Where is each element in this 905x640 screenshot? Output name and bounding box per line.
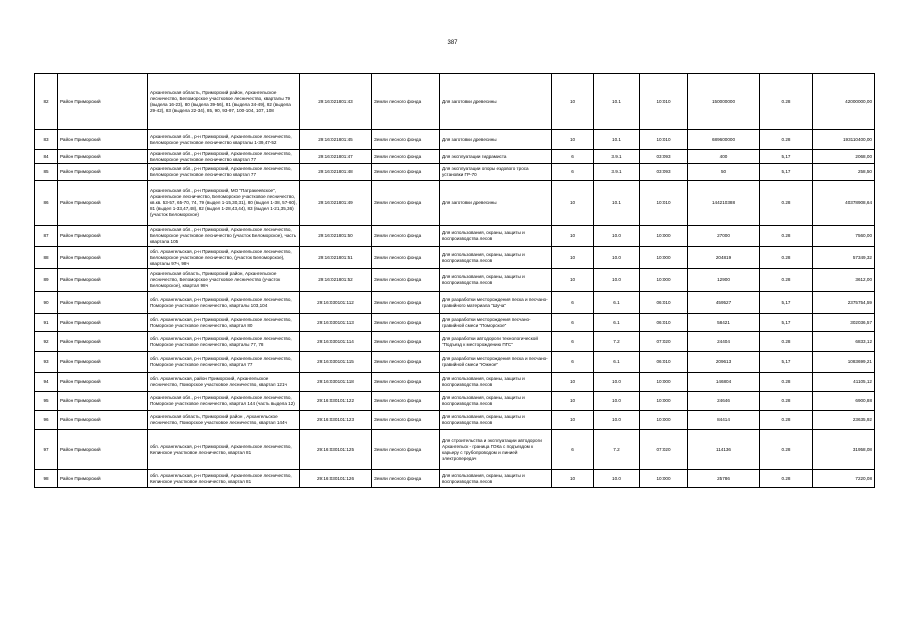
cadastral-value-cell: 57349,32 [813,247,875,269]
cadastral-number-cell: 29:16:030101:118 [300,373,372,392]
code-type-cell: 10.0 [594,269,640,292]
permitted-use-cell: Для заготовки древесины [440,74,552,130]
code-group-cell: 10 [552,373,594,392]
code-cell: 10:000 [640,470,688,488]
permitted-use-cell: Для использования, охраны, защиты и воспроизводства лесов [440,226,552,247]
rate-cell: 0.28 [760,181,813,226]
code-group-cell: 6 [552,150,594,164]
district-cell: Район Приморский [58,352,148,373]
area-cell: 25786 [688,470,760,488]
cadastral-number-cell: 29:16:030101:112 [300,292,372,314]
permitted-use-cell: Для разработки месторождения песчано-гравийной смеси "Поморское" [440,314,552,332]
area-cell: 209613 [688,352,760,373]
area-cell: 400 [688,150,760,164]
area-cell: 27000 [688,226,760,247]
location-cell: обл. Архангельская, р-н Приморский, Архангельское лесничество, Поморское участковое лесничество, кварталы 103,104 [148,292,300,314]
land-category-cell: Земли лесного фонда [372,373,440,392]
code-group-cell: 10 [552,411,594,430]
code-type-cell: 10.0 [594,247,640,269]
area-cell: 459527 [688,292,760,314]
cadastral-value-cell: 6833,12 [813,332,875,352]
cadastral-number-cell: 29:16:021801:50 [300,226,372,247]
code-group-cell: 10 [552,470,594,488]
code-group-cell: 10 [552,130,594,150]
code-cell: 03:093 [640,164,688,181]
district-cell: Район Приморский [58,226,148,247]
permitted-use-cell: Для использования, охраны, защиты и воспроизводства лесов [440,247,552,269]
table-row [35,164,875,181]
row-number: 84 [35,150,58,164]
location-cell: Архангельская обл., р-н Приморский, Архангельское лесничество, Беломорское участковое лесничество кварталы 1-39,47-52 [148,130,300,150]
row-number: 95 [35,392,58,411]
row-number: 94 [35,373,58,392]
district-cell: Район Приморский [58,247,148,269]
code-group-cell: 10 [552,181,594,226]
cadastral-number-cell: 29:16:021801:47 [300,150,372,164]
location-cell: обл. Архангельская, р-н Приморский, Архангельское лесничество, Кепинское участковое лесничество, квартал 81 [148,470,300,488]
cadastral-value-cell: 258,50 [813,164,875,181]
area-cell: 204819 [688,247,760,269]
code-cell: 10:000 [640,411,688,430]
rate-cell: 0.28 [760,332,813,352]
code-type-cell: 10.0 [594,470,640,488]
district-cell: Район Приморский [58,269,148,292]
district-cell: Район Приморский [58,314,148,332]
district-cell: Район Приморский [58,74,148,130]
permitted-use-cell: Для использования, охраны, защиты и воспроизводства лесов [440,373,552,392]
table-row [35,226,875,247]
permitted-use-cell: Для использования, охраны, защиты и воспроизводства лесов [440,392,552,411]
district-cell: Район Приморский [58,150,148,164]
table-row [35,130,875,150]
cadastral-value-cell: 193110400,00 [813,130,875,150]
area-cell: 24404 [688,332,760,352]
cadastral-number-cell: 29:16:021801:52 [300,269,372,292]
code-type-cell: 10.1 [594,130,640,150]
table-row [35,269,875,292]
permitted-use-cell: Для использования, охраны, защиты и воспроизводства лесов [440,470,552,488]
district-cell: Район Приморский [58,130,148,150]
land-plots-table [34,73,875,488]
area-cell: 58421 [688,314,760,332]
land-category-cell: Земли лесного фонда [372,430,440,470]
land-category-cell: Земли лесного фонда [372,269,440,292]
row-number: 91 [35,314,58,332]
code-type-cell: 3.9.1 [594,164,640,181]
cadastral-value-cell: 3612,00 [813,269,875,292]
code-cell: 06:010 [640,352,688,373]
permitted-use-cell: Для разработки автодороги технологической "Подъезд к месторождению ПГС" [440,332,552,352]
code-cell: 10:010 [640,181,688,226]
row-number: 97 [35,430,58,470]
code-type-cell: 10.0 [594,373,640,392]
area-cell: 24646 [688,392,760,411]
table-row [35,430,875,470]
permitted-use-cell: Для разработки месторождения песка и песчано-гравийной смеси "Южное" [440,352,552,373]
permitted-use-cell: Для разработки месторождения песка и песчано-гравийного материала "Шуча" [440,292,552,314]
district-cell: Район Приморский [58,164,148,181]
code-cell: 10:010 [640,74,688,130]
land-category-cell: Земли лесного фонда [372,226,440,247]
area-cell: 689600000 [688,130,760,150]
code-cell: 03:093 [640,150,688,164]
cadastral-number-cell: 29:16:021801:51 [300,247,372,269]
district-cell: Район Приморский [58,430,148,470]
cadastral-number-cell: 29:16:030101:113 [300,314,372,332]
cadastral-number-cell: 29:16:030101:122 [300,392,372,411]
code-type-cell: 3.9.1 [594,150,640,164]
rate-cell: 0.28 [760,130,813,150]
location-cell: Архангельская обл., р-н Приморский, Архангельское лесничество, Беломорское участковое лесничество квартал 77 [148,164,300,181]
cadastral-number-cell: 29:16:021801:43 [300,74,372,130]
cadastral-value-cell: 2068,00 [813,150,875,164]
table-row [35,181,875,226]
table-row [35,470,875,488]
permitted-use-cell: Для заготовки древесины [440,130,552,150]
district-cell: Район Приморский [58,392,148,411]
row-number: 83 [35,130,58,150]
row-number: 85 [35,164,58,181]
table-row [35,74,875,130]
row-number: 90 [35,292,58,314]
table-row [35,150,875,164]
land-category-cell: Земли лесного фонда [372,470,440,488]
table-row [35,314,875,332]
location-cell: Архангельская область, Приморский район, Архангельское лесничество, Беломорское участковое лесничество (участок Беломорское), квартал 98ч [148,269,300,292]
code-type-cell: 6.1 [594,314,640,332]
rate-cell: 0.28 [760,247,813,269]
row-number: 82 [35,74,58,130]
page-number: 387 [447,40,458,46]
table-row [35,392,875,411]
code-group-cell: 10 [552,247,594,269]
location-cell: обл. Архангельская, р-н Приморский, Архангельское лесничество, Поморское участковое лесничество, квартал 80 [148,314,300,332]
cadastral-number-cell: 29:16:021801:48 [300,164,372,181]
area-cell: 12900 [688,269,760,292]
table-row [35,247,875,269]
district-cell: Район Приморский [58,332,148,352]
rate-cell: 0.28 [760,269,813,292]
cadastral-value-cell: 41105,12 [813,373,875,392]
cadastral-number-cell: 29:16:030101:125 [300,430,372,470]
rate-cell: 5,17 [760,164,813,181]
district-cell: Район Приморский [58,373,148,392]
row-number: 88 [35,247,58,269]
row-number: 92 [35,332,58,352]
rate-cell: 0.28 [760,74,813,130]
location-cell: обл. Архангельская, район Приморский, Архангельское лесничество, Поморское участковое лесничество, квартал 121ч [148,373,300,392]
area-cell: 84414 [688,411,760,430]
land-category-cell: Земли лесного фонда [372,247,440,269]
code-cell: 10:010 [640,130,688,150]
land-category-cell: Земли лесного фонда [372,74,440,130]
table-row [35,292,875,314]
rate-cell: 5,17 [760,352,813,373]
permitted-use-cell: Для использования, охраны, защиты и воспроизводства лесов [440,269,552,292]
permitted-use-cell: Для эксплуатации гидрамиста [440,150,552,164]
code-cell: 10:000 [640,247,688,269]
code-type-cell: 7.2 [594,332,640,352]
land-category-cell: Земли лесного фонда [372,392,440,411]
permitted-use-cell: Для заготовки древесины [440,181,552,226]
cadastral-number-cell: 29:16:021801:45 [300,130,372,150]
cadastral-value-cell: 302036,57 [813,314,875,332]
rate-cell: 5,17 [760,314,813,332]
cadastral-number-cell: 29:16:030101:114 [300,332,372,352]
rate-cell: 0.28 [760,411,813,430]
table-row [35,373,875,392]
code-group-cell: 6 [552,292,594,314]
location-cell: обл. Архангельская, р-н Приморский, Архангельское лесничество, Кепинское участковое лесничество, квартал 81 [148,430,300,470]
code-type-cell: 10.0 [594,392,640,411]
code-cell: 10:000 [640,392,688,411]
code-cell: 06:010 [640,314,688,332]
area-cell: 150000000 [688,74,760,130]
area-cell: 146804 [688,373,760,392]
rate-cell: 0.28 [760,470,813,488]
row-number: 96 [35,411,58,430]
land-category-cell: Земли лесного фонда [372,150,440,164]
location-cell: Архангельская обл., р-н Приморский, Архангельское лесничество, Поморское участковое лесничество, квартал 144 (часть выдела 12) [148,392,300,411]
location-cell: Архангельская область, Приморский район, Архангельское лесничество, Беломорское участковое лесничество, кварталы 79 (выдела 16-23), 80 (выдела 39-56), 81 (выдела 34-49), 82 (выдела 29-42), 83 (выдела 22-34), 85, 90, 93-97, 100-104, 107, 108 [148,74,300,130]
code-type-cell: 10.0 [594,411,640,430]
land-category-cell: Земли лесного фонда [372,411,440,430]
cadastral-number-cell: 29:16:030101:115 [300,352,372,373]
location-cell: обл. Архангельская, р-н Приморский, Архангельское лесничество, Поморское участковое лесничество, кварталы 77, 78 [148,332,300,352]
code-group-cell: 10 [552,392,594,411]
cadastral-number-cell: 29:16:030101:126 [300,470,372,488]
cadastral-value-cell: 2375754,59 [813,292,875,314]
rate-cell: 0.28 [760,430,813,470]
row-number: 86 [35,181,58,226]
location-cell: Архангельская обл., р-н Приморский, Архангельское лесничество, Беломорское участковое лесничество квартал 77 [148,150,300,164]
permitted-use-cell: Для использования, охраны, защиты и воспроизводства лесов [440,411,552,430]
area-cell: 144210388 [688,181,760,226]
cadastral-value-cell: 1083699,21 [813,352,875,373]
row-number: 87 [35,226,58,247]
location-cell: Архангельская область, Приморский район , Архангельское лесничество, Поморское участковое лесничество, квартал 144ч [148,411,300,430]
rate-cell: 0.28 [760,226,813,247]
land-category-cell: Земли лесного фонда [372,181,440,226]
rate-cell: 0.28 [760,392,813,411]
cadastral-value-cell: 42000000,00 [813,74,875,130]
cadastral-number-cell: 29:16:021801:49 [300,181,372,226]
table-row [35,411,875,430]
district-cell: Район Приморский [58,181,148,226]
code-cell: 07:020 [640,430,688,470]
location-cell: обл. Архангельская, р-н Приморский, Архангельское лесничество, Беломорское участковое лесничество, (участок Беломорское), кварталы 97ч, 98ч [148,247,300,269]
rate-cell: 0.28 [760,373,813,392]
code-type-cell: 6.1 [594,352,640,373]
code-type-cell: 7.2 [594,430,640,470]
code-type-cell: 6.1 [594,292,640,314]
code-cell: 10:000 [640,373,688,392]
code-type-cell: 10.1 [594,181,640,226]
row-number: 93 [35,352,58,373]
code-group-cell: 6 [552,164,594,181]
cadastral-value-cell: 7220,08 [813,470,875,488]
code-group-cell: 10 [552,226,594,247]
cadastral-value-cell: 31958,08 [813,430,875,470]
code-group-cell: 6 [552,332,594,352]
row-number: 98 [35,470,58,488]
cadastral-value-cell: 6900,88 [813,392,875,411]
code-cell: 07:020 [640,332,688,352]
area-cell: 50 [688,164,760,181]
area-cell: 114136 [688,430,760,470]
code-group-cell: 6 [552,314,594,332]
code-group-cell: 6 [552,352,594,373]
code-cell: 06:010 [640,292,688,314]
code-cell: 10:000 [640,226,688,247]
location-cell: Архангельская обл., р-н Приморский, Архангельское лесничество, Беломорское участковое лесничество (участок Беломорское), часть квартала 105 [148,226,300,247]
cadastral-number-cell: 29:16:030101:123 [300,411,372,430]
rate-cell: 5,17 [760,150,813,164]
land-category-cell: Земли лесного фонда [372,314,440,332]
land-category-cell: Земли лесного фонда [372,164,440,181]
district-cell: Район Приморский [58,411,148,430]
location-cell: обл. Архангельская, р-н Приморский, Архангельское лесничество, Поморское участковое лесничество, квартал 77 [148,352,300,373]
cadastral-value-cell: 7560,00 [813,226,875,247]
code-cell: 10:000 [640,269,688,292]
code-group-cell: 10 [552,269,594,292]
cadastral-value-cell: 40378908,64 [813,181,875,226]
rate-cell: 5,17 [760,292,813,314]
table-row [35,352,875,373]
land-category-cell: Земли лесного фонда [372,292,440,314]
code-group-cell: 10 [552,74,594,130]
code-type-cell: 10.1 [594,74,640,130]
land-category-cell: Земли лесного фонда [372,332,440,352]
row-number: 89 [35,269,58,292]
district-cell: Район Приморский [58,470,148,488]
land-category-cell: Земли лесного фонда [372,352,440,373]
land-category-cell: Земли лесного фонда [372,130,440,150]
permitted-use-cell: Для эксплуатации опоры ездового троса установки ГР-70 [440,164,552,181]
code-type-cell: 10.0 [594,226,640,247]
table-row [35,332,875,352]
district-cell: Район Приморский [58,292,148,314]
location-cell: Архангельская обл., р-н Приморский, МО "Патракеевское", Архангельское лесничество, Беломорское участковое лесничество, кв.кв. 53-57, 65-70, 74, 79 (выдел 1-15,30,31), 80 (выдел 1-38, 57-60), 81 (выдел 1-33,47,48), 82 (выдел 1-28,43,44), 83 (выдел 1-21,35,36) (участок Беломорское) [148,181,300,226]
cadastral-value-cell: 23635,92 [813,411,875,430]
permitted-use-cell: Для строительства и эксплуатации автодороги Архангельск - граница ГОКа с подъездом к карьеру с трубопроводом и линией электропередач [440,430,552,470]
code-group-cell: 6 [552,430,594,470]
